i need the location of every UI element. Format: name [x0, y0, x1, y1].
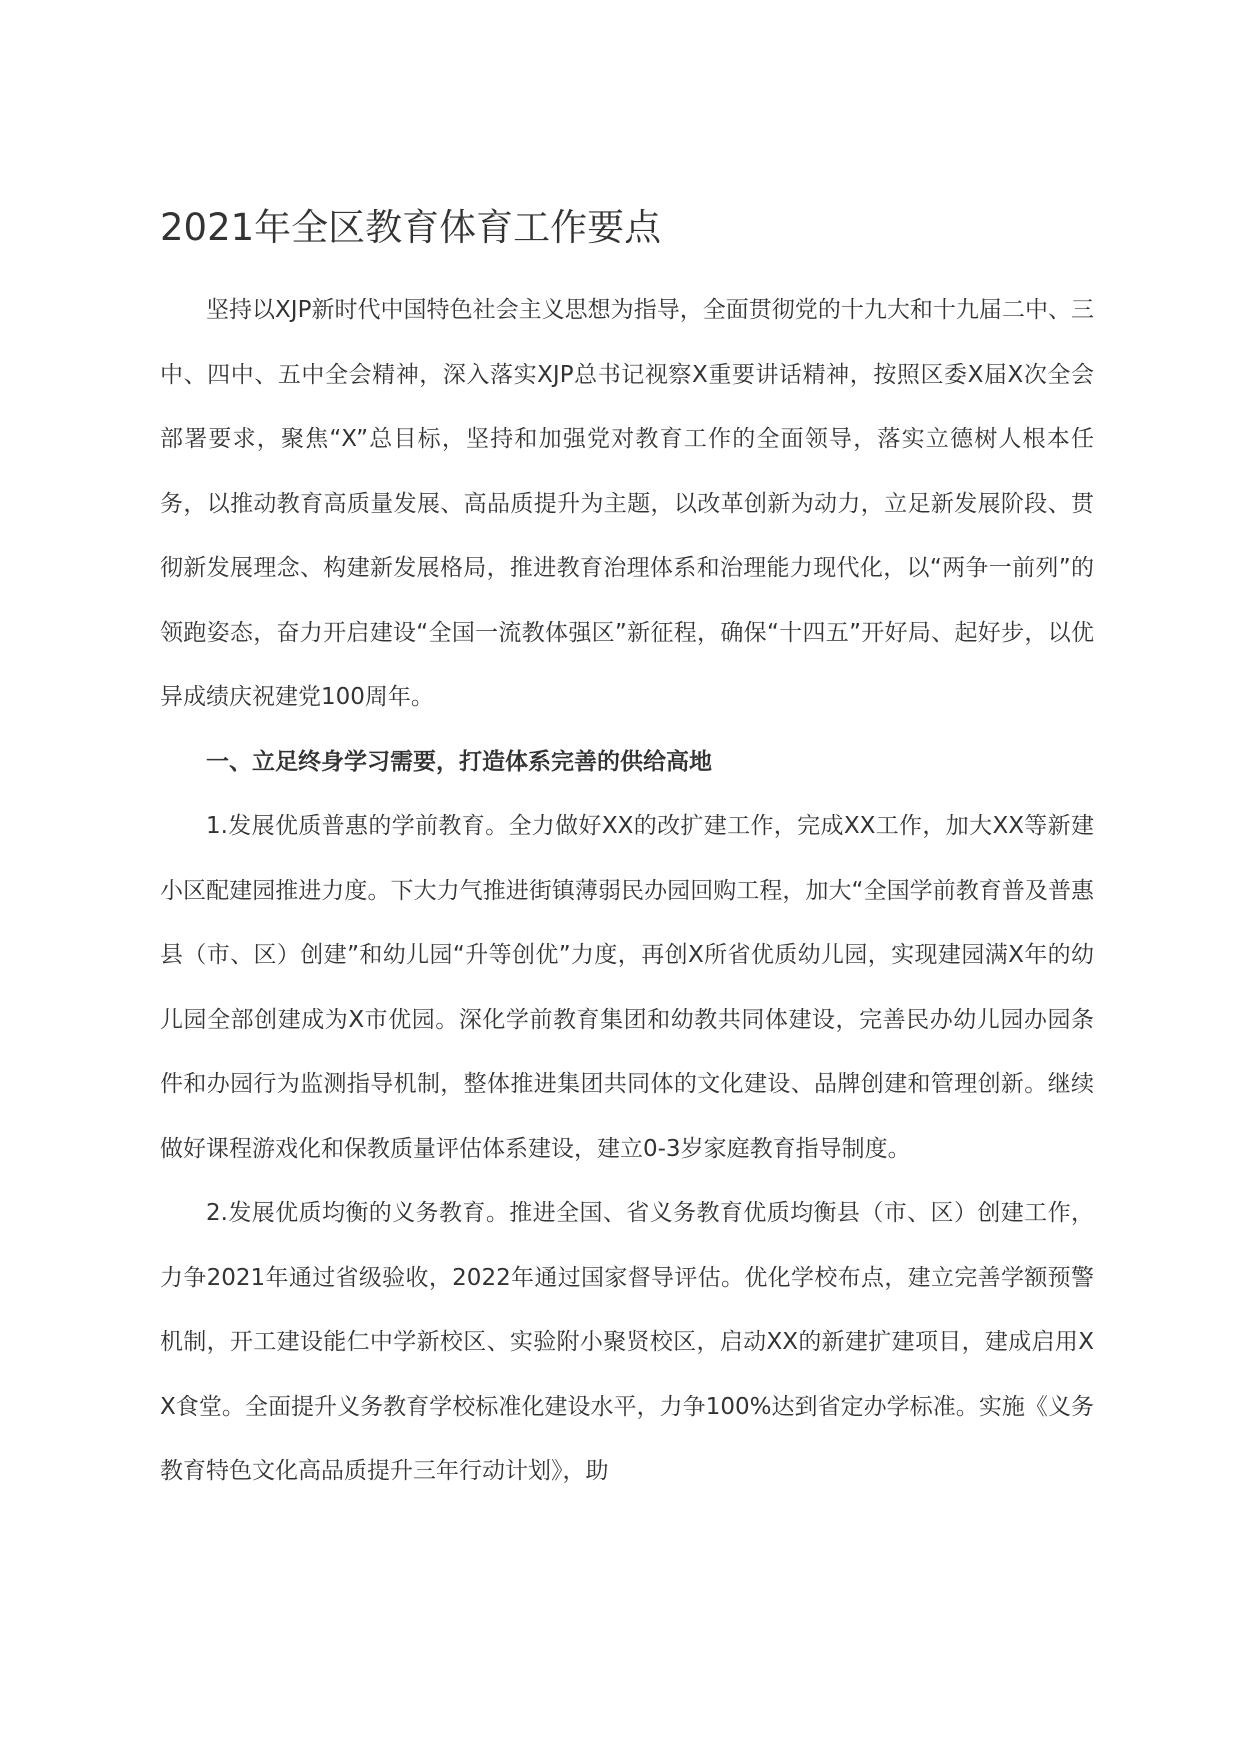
- intro-paragraph: 坚持以XJP新时代中国特色社会主义思想为指导，全面贯彻党的十九大和十九届二中、三中、四中、五中全会精神，深入落实XJP总书记视察X重要讲话精神，按照区委X届X次全会部署要求，聚焦“X”总目标，坚持和加强党对教育工作的全面领导，落实立德树人根本任务，以推动教育高质量发展、高品质提升为主题，以改革创新为动力，立足新发展阶段、贯彻新发展理念、构建新发展格局，推进教育治理体系和治理能力现代化，以“两争一前列”的领跑姿态，奋力开启建设“全国一流教体强区”新征程，确保“十四五”开好局、起好步，以优异成绩庆祝建党100周年。: [160, 297, 1094, 710]
- section-heading-1: 一、立足终身学习需要，打造体系完善的供给高地: [206, 748, 712, 775]
- item-paragraph-2: 2.发展优质均衡的义务教育。推进全国、省义务教育优质均衡县（市、区）创建工作，力争2021年通过省级验收，2022年通过国家督导评估。优化学校布点，建立完善学额预警机制，开工建设能仁中学新校区、实验附小聚贤校区，启动XX的新建扩建项目，建成启用XX食堂。全面提升义务教育学校标准化建设水平，力争100%达到省定办学标准。实施《义务教育特色文化高品质提升三年行动计划》，助: [160, 1200, 1094, 1484]
- document-body: [160, 278, 1094, 1504]
- document-title: 2021年全区教育体育工作要点: [160, 206, 662, 249]
- item-paragraph-1: 1.发展优质普惠的学前教育。全力做好XX的改扩建工作，完成XX工作，加大XX等新建小区配建园推进力度。下大力气推进街镇薄弱民办园回购工程，加大“全国学前教育普及普惠县（市、区）创建”和幼儿园“升等创优”力度，再创X所省优质幼儿园，实现建园满X年的幼儿园全部创建成为X市优园。深化学前教育集团和幼教共同体建设，完善民办幼儿园办园条件和办园行为监测指导机制，整体推进集团共同体的文化建设、品牌创建和管理创新。继续做好课程游戏化和保教质量评估体系建设，建立0-3岁家庭教育指导制度。: [160, 813, 1094, 1162]
